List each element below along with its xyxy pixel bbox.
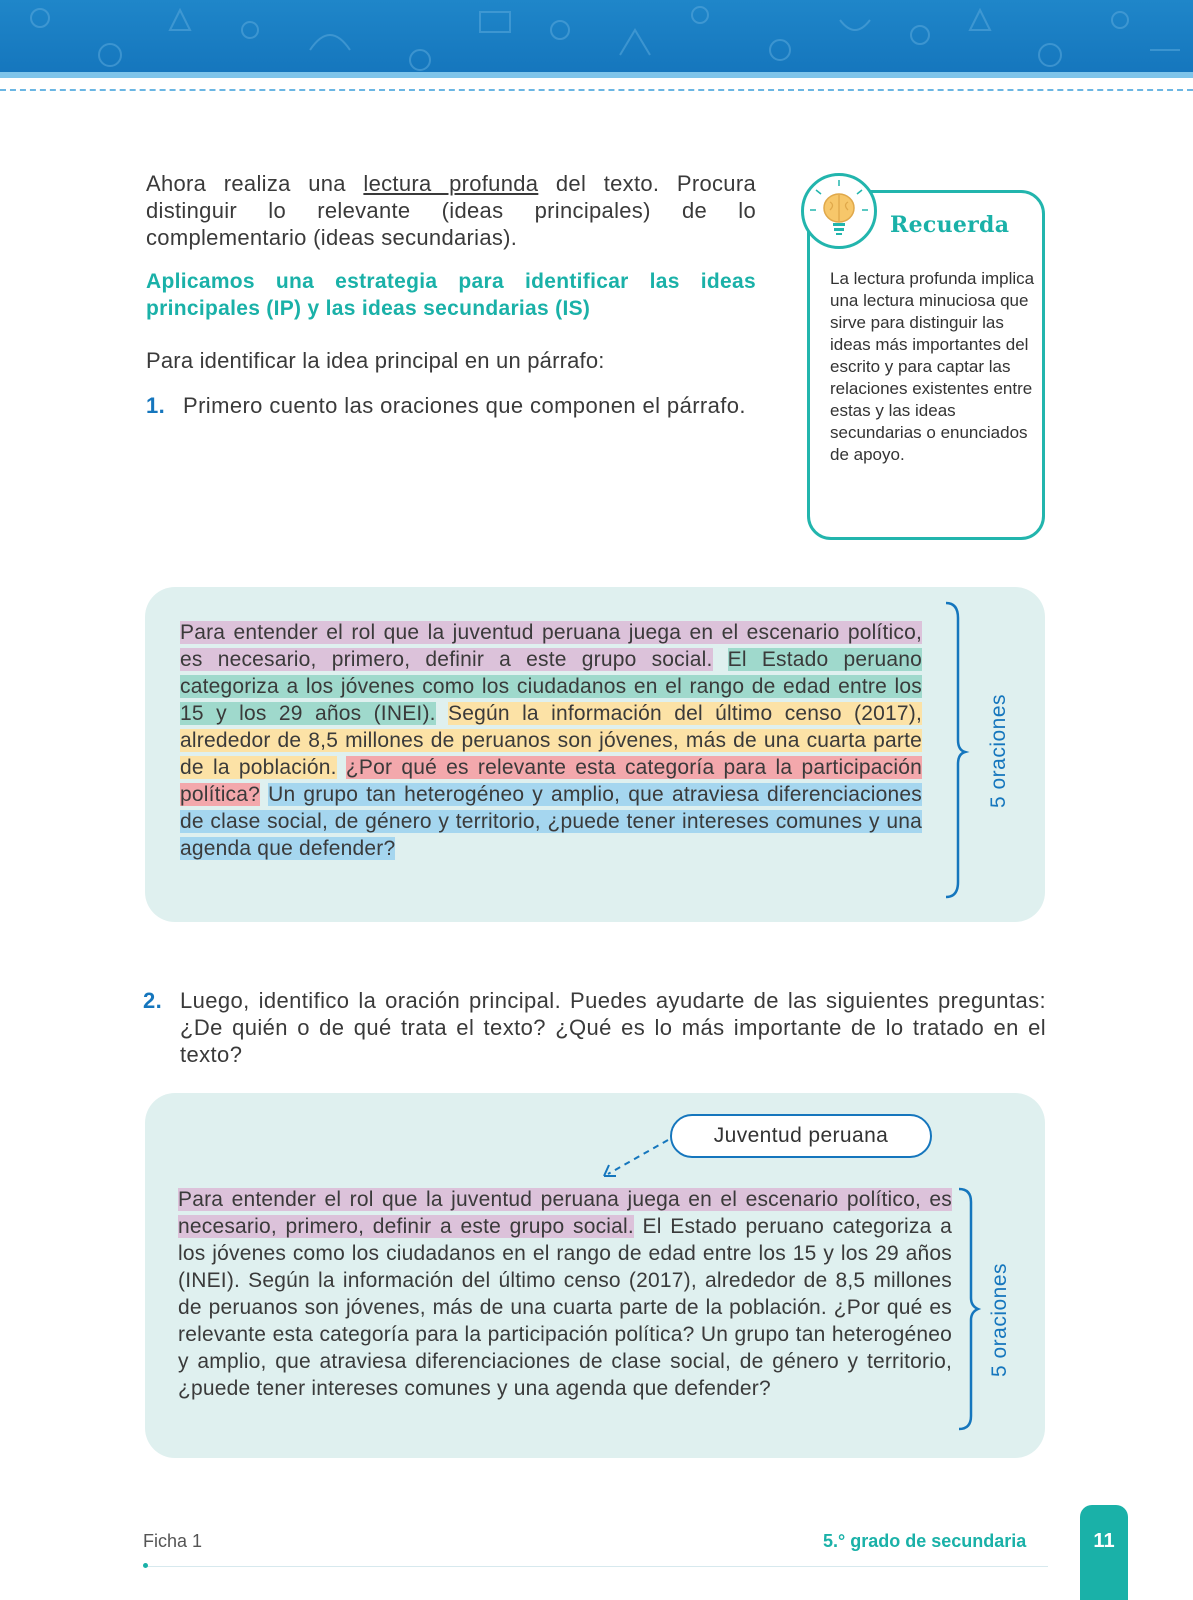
- step-number: 2.: [143, 988, 163, 1013]
- step-text: Luego, identifico la oración principal. Puedes ayudarte de las siguientes preguntas: ¿De quién o de qué trata el texto? ¿Qué es lo más importante de lo tratado en el texto?: [180, 988, 1046, 1067]
- identify-main-idea-intro: Para identificar la idea principal en un párrafo:: [146, 348, 605, 373]
- paragraph-remainder: El Estado peruano categoriza a los jóvenes como los ciudadanos en el rango de edad entre los 15 y los 29 años (INEI). Según la información del último censo (2017), alrededor de 8,5 millones de peruanos son jóvenes, más de una cuarta parte de la población. ¿Por qué es relevante esta categoría para la participación política? Un grupo tan heterogéneo y amplio, que atraviesa diferenciaciones de clase social, de género y territorio, ¿puede tener intereses comunes y una agenda que defender?: [178, 1215, 952, 1400]
- sentence-5: Un grupo tan heterogéneo y amplio, que atraviesa diferenciaciones de clase social, de género y territorio, ¿puede tener intereses comunes y una agenda que defender?: [180, 783, 922, 860]
- doodle-pattern: [0, 0, 1193, 74]
- right-brace-1: [940, 600, 970, 900]
- sentence-1: Para entender el rol que la juventud peruana juega en el escenario político, es necesario, primero, definir a este grupo social.: [180, 621, 922, 671]
- brain-bulb-icon: [801, 173, 877, 249]
- right-brace-2: [955, 1186, 985, 1432]
- main-sentence: Para entender el rol que la juventud peruana juega en el escenario político, es necesario, primero, definir a este grupo social.: [178, 1188, 952, 1238]
- step-number: 1.: [146, 393, 166, 418]
- footer-grade: 5.° grado de secundaria: [823, 1531, 1027, 1551]
- recuerda-text: La lectura profunda implica una lectura minuciosa que sirve para distinguir las ideas más importantes del escrito y para captar las relaciones existentes entre estas y las ideas secundarias o enunciados de apoyo.: [830, 269, 1035, 464]
- step-text: Primero cuento las oraciones que componen el párrafo.: [183, 393, 746, 418]
- footer-dot: [143, 1563, 148, 1568]
- step-2: [143, 987, 1046, 1071]
- highlighted-paragraph: [180, 619, 922, 862]
- sentence-4: ¿Por qué es relevante esta categoría para la participación política?: [180, 756, 922, 806]
- sentence-3: Según la información del último censo (2017), alrededor de 8,5 millones de peruanos son jóvenes, más de una cuarta parte de la población.: [180, 702, 922, 779]
- recuerda-title: Recuerda: [890, 212, 1010, 238]
- header-edge: [0, 72, 1193, 78]
- topic-callout: Juventud peruana: [670, 1114, 932, 1158]
- main-sentence-paragraph: [178, 1186, 952, 1402]
- footer-ficha: Ficha 1: [143, 1531, 203, 1551]
- strategy-heading: Aplicamos una estrategia para identificar las ideas principales (IP) y las ideas secundarias (IS): [146, 270, 756, 320]
- header-dashed-divider: [0, 89, 1193, 91]
- step-1: [146, 392, 756, 452]
- intro-paragraph: Ahora realiza una lectura profunda del texto. Procura distinguir lo relevante (ideas principales) de lo complementario (ideas secundarias).: [146, 171, 756, 250]
- footer-divider: [146, 1566, 1048, 1567]
- dashed-arrow-icon: [600, 1136, 675, 1184]
- sentence-count-label-1: 5 oraciones: [987, 693, 1010, 809]
- page-number: 11: [1093, 1530, 1115, 1552]
- sentence-2: El Estado peruano categoriza a los jóvenes como los ciudadanos en el rango de edad entre los 15 y los 29 años (INEI).: [180, 648, 922, 725]
- sentence-count-label-2: 5 oraciones: [988, 1262, 1011, 1378]
- header-banner: [0, 0, 1193, 74]
- underlined-term: lectura profunda: [363, 171, 539, 196]
